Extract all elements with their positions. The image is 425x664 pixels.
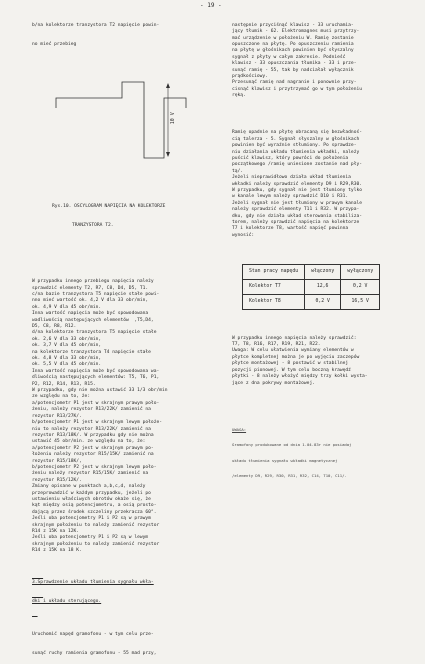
text-line: puścić klawisz, który powróci do położenia [232,155,349,161]
text-line: c/na bazie tranzystora T5 napięcie stałe powi- [32,291,160,297]
text-line: a/potencjometr P2 jest w skrajnym prawym po- [32,445,154,451]
text-line: następnie przyciśnąć klawisz - 33 uruchamia- [232,22,354,28]
text-line: należy sprawdzić elementy T11 i R32. W przypa- [232,207,360,213]
text-line: b/potencjometr P1 jest w skrajnym lewym położe- [32,420,162,426]
text-line: niu to należy rezystor R13/22K/ zamienić na [32,426,151,432]
text-line: R14 z 15K na 12K. [32,529,80,534]
text-line: wynosić: [232,232,255,238]
text-line: a/potencjometr P1 jest w skrajnym prawym poło- [32,400,160,406]
text-line: W przypadku, gdy nie można ustawić 33 1/3 obr/min [32,388,168,394]
left-tail-line-1: Uruchomić napęd gramofonu - w tym celu prze- [32,631,154,637]
text-line: niu działania układu tłumienia wkładki, należy [232,149,360,155]
caption-line-1: Rys.10. OSCYLOGRAM NAPIĘCIA NA KOLEKTORZE [52,203,166,209]
text-line: T7, T8, R16, R17, R19, R21, R22. [232,342,321,348]
table-cell: 16,5 V [341,295,380,310]
text-line: na kolektorze tranzystora T4 napięcie stałe [32,349,151,355]
text-line: jące z dna pokrywy montażowej. [232,380,315,386]
text-line: płytce montażowej - 8 postawić w stabilnej [232,361,349,367]
text-line: R14 z 15K na 18 K. [32,548,82,554]
text-line: Jeśli oba potencjometry P1 i P2 są w lewym [32,535,149,541]
left-tail-line-2: sunąć ruchy ramienia gramofonu - 55 mad przy, [32,650,157,656]
text-line: jący tłumik - 62. Elektromagnes musi przytrzy- [232,29,360,35]
table-header-cell: włączony [305,265,341,280]
table-cell: 12,6 [305,280,341,295]
text-line: dliwością następujących elementów: T5, T6, P1, [32,375,160,381]
text-line: cią talerza - 5. Sygnał słyszalny w głośnikach [232,136,360,142]
table-cell: 0,2 V [305,295,341,310]
table-cell: 0,2 V [341,280,380,295]
text-line: Inna wartość napięcia może być spowodowana [32,311,149,317]
text-line: dającą przez środek szczeliny przekracza 60°. [32,509,157,515]
text-line: rezystor R15/12K/. [32,477,82,483]
footnote [232,416,417,489]
text-line: ze względu na to, że: [32,394,91,400]
text-line: powinien być wyraźnie stłumiony. Po sprawdze- [232,143,357,149]
text-line: dku, gdy nie działa układ sterowania stabiliza- [232,213,362,219]
left-top-line-2: no mieć przebieg [32,42,77,48]
table-row [243,280,380,295]
oscillogram-svg [36,70,211,170]
text-line: na płytę w głośnikach powinien być słyszalny [232,48,354,54]
right-paragraph-2 [232,130,417,239]
text-line: ok. 5,5 V dla 45 obr/min. [32,362,102,368]
table-header-cell: wyłączony [341,265,380,280]
note-line-2: układu tłumienia sygnału wkładki magnetycznej [232,457,338,463]
text-line: ok. 3,7 V dla 45 obr/min, [32,343,102,349]
text-line: Inna wartość napięcia może być spowodowana wa- [32,368,160,374]
text-line: rezystor R13/27K/. [32,413,82,419]
voltage-table [242,264,380,310]
text-line: rezystor R13/18K/. W przypadku gdy nie można [32,432,154,438]
text-line: żeniu należy rezystor R15/15K/ zamienić na [32,471,149,477]
text-line: rezystor R15/18K/, [32,458,82,464]
text-line: ok. 4,8 V dla 33 obr/min, [32,356,102,362]
text-line: płytki - 8 należy włożyć między trzy kołki wysta- [232,374,368,380]
text-line: ustawić 45 obr/min. ze względu na to, że: [32,439,146,445]
text-line: Zmiany opisane w punktach a,b,c,d, należy [32,484,146,490]
left-column [32,10,222,664]
table-header-cell: Stan pracy napędu [243,265,305,280]
text-line: nno mieć wartość ok. 4,2 V dla 33 obr/min, [32,298,149,304]
text-line: Jeśli oba potencjometry P1 i P2 są w prawym [32,516,151,522]
text-line: b/potencjometr P2 jest w skrajnym lewym poło- [32,464,157,470]
text-line: skrajnym położeniu to należy zamienić rezystor [32,541,160,547]
text-line: prądkościowy. [232,74,268,80]
left-top-line-1: b/na kolektorze tranzystora T2 napięcie powin- [32,22,160,28]
text-line: ustawieniu właściwych obrotów okaże się, że [32,496,151,502]
text-line: żeniu, należy rezystor R13/22K/ zamienić na [32,407,151,413]
section-heading-line-2: dki i układu sterującego. [32,599,102,605]
text-line: wkładki należy sprawdzić elementy D9 i R29,R30. [232,181,362,187]
text-line: w kanale lewym należy sprawdzić D10 i R31. [232,194,349,200]
text-line: skrajnym położeniu to należy zamienić rezystor [32,522,160,528]
text-line: płytce kompletnej można je po wyjęciu zaczepów [232,354,360,360]
text-line: ok. 4,9 V dla 45 obr/min. [32,304,102,310]
text-line: wadliwością następujących elementów ,T5,D4, [32,317,154,323]
text-line: P2, R12, R14, R13, R15. [32,381,96,387]
table-row [243,295,380,310]
text-line: D5, C8, R8, R12. [32,324,77,329]
section-heading-line-1: 3.Sprawdzenie układu tłumienia sygnału wkła- [32,580,154,586]
text-line: torem, należy sprawdzić napięcia na kolektorze [232,220,360,225]
text-line: tą/. [232,168,244,174]
text-line: klawisz - 33 opuszczania tłumika - 33 i prze- [232,61,357,67]
text-line: cisnąć klawisz i przytrzymać go w tym położeniu [232,86,362,92]
text-line: d/na kolektorze tranzystora T5 napięcie stałe [32,330,157,336]
table-header-row [243,265,380,280]
text-line: łożeniu należy rezystor R15/15K/ zamienić na [32,452,154,458]
text-line: Przesunąć ramię nad nagranie i ponownie przy- [232,80,357,86]
text-line: Uwaga: W celu ułatwienia wymiany elementów w [232,348,354,354]
text-line: sygnał z płyty w całym zakresie. Podnieść [232,54,346,60]
text-line: T7 i kolektorze T8, wartość napięć powinna [232,226,349,232]
text-line: przeprowadzić w każdym przypadku, jeżeli po [32,490,151,496]
text-line: Ramię opadnie na płytę obracaną się bezwładnoś- [232,130,362,136]
text-line: opuszczone na płytę. Po opuszczeniu ramienia [232,42,354,48]
text-line: Jeżeli nieprawidłowo działa układ tłumienia [232,175,351,181]
text-line: sunąć ramię - 55, tak by nadciałał wyłącznik [232,67,354,73]
note-line-3: /elementy D9, R29, R30, R31, R32, C14, T10, C11/. [232,473,347,479]
section-heading [32,567,222,618]
text-line: ręką. [232,93,246,99]
text-line: kąt między osią potencjometru, a osią prosto- [32,503,157,509]
right-column [232,10,417,495]
right-paragraph-3 [232,336,417,387]
page-number: - 19 - [200,2,222,9]
text-line: W przypadku innego przebiegu napięcia należy [32,279,154,285]
text-line: pozycji pionowej. W tym celu boczną krawędź [232,367,351,373]
voltage-label: 10 V [169,111,176,124]
table-cell: Kolektor T8 [243,295,305,310]
text-line: ok. 2,6 V dla 33 obr/min, [32,336,102,342]
left-body [32,279,222,554]
figure-caption [52,191,222,242]
right-paragraph-1 [232,23,417,100]
note-line-1: Gramofony produkowane od dnia 1.04.83r nie posiadaj [232,442,352,448]
text-line: sprawdzić elementy T2, R7, C8, D4, D5, T1. [32,285,149,291]
text-line: mać urządzenie w położeniu W. Ramię zostanie [232,35,354,41]
text-line: początkowego /ramię uniesione zostanie nad pły- [232,162,362,168]
waveform-trace [56,82,186,158]
text-line: W przypadku, gdy sygnał nie jest tłumiony tylko [232,187,362,193]
table-cell: Kolektor T7 [243,280,305,295]
caption-line-2: TRANZYSTORA T2. [72,222,114,228]
text-line: Jeżeli sygnał nie jest tłumiony w prawym kanale [232,200,362,206]
note-label: UWAGA: [232,426,247,432]
text-line: W przypadku innego napięcia należy sprawdzić: [232,335,357,341]
oscillogram-figure [36,70,211,170]
